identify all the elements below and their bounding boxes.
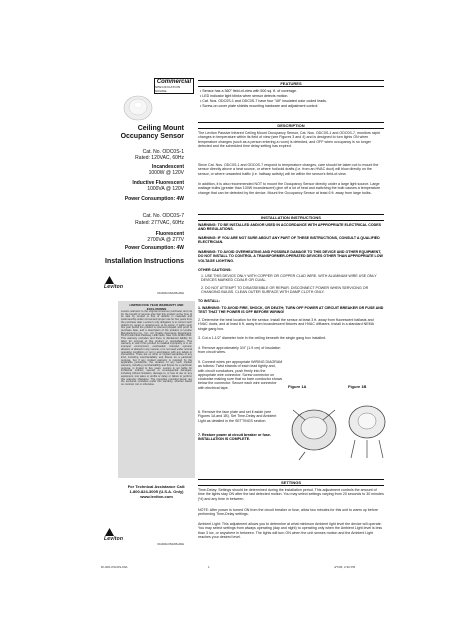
inductive-value: 1000VA @ 120V (147, 186, 184, 192)
leviton-logo-icon (105, 276, 114, 284)
description-paragraph-3: In addition, it is also recommended NOT to mount the Occupancy Sensor directly under a large light source. Large wattage bulbs (greater than 100W incandescent) give off a lot of heat and switching the bulb causes a temperature change that can be detected by the device. Mount the Occupancy Sensor at least 6 ft. away from large bulbs. (198, 182, 381, 195)
feature-text-3: Cat. Nos. ODC0S-1 and ODC0S-7 have four "Ufl" insulated color coded leads. (202, 99, 327, 103)
footer-doc-number: DI-000-OSC0S-00A (101, 565, 128, 569)
step-3: 3. Cut a 1-1/2" diameter hole in the ceiling beneath the single gang box installed. (198, 336, 327, 340)
sensor-product-image (120, 92, 156, 122)
feature-text-2: LED indicator light blinks when sensor detects motion. (202, 94, 289, 98)
other-cautions-title: OTHER CAUTIONS: (198, 268, 232, 272)
description-paragraph-1: The Leviton Passive Infrared Ceiling Mount Occupancy Sensor, Cat. Nos. ODC0S-1 and ODC0S-7, monitors rapid changes in temperature within its field of view (see Figures 3 and 4) and is designed to turn lights ON when temperature changes (such as a person entering a room) is detected, and OFF when occupancy is no longer detected and the scheduled time delay setting has expired. (198, 131, 380, 148)
settings-ambient-light: Ambient Light: This adjustment allows you to determine at what minimum Ambient light level the device will operate. You may select settings from always operating (day and night) to operating only when the Ambient Light level is less than 3 lux, or anywhere in between. The lights will turn ON when the unit senses motion and the Ambient Light reaches your desired level. (198, 522, 383, 539)
settings-time-delay: Time-Delay: Settings should be determined during the installation period. This adjustment controls the amount of time the lights stay ON after the last detected motion. You may select settings varying from 20 seconds to 30 minutes (½) and any time in between. (198, 488, 384, 501)
commercial-logo (154, 78, 194, 94)
tech-website: www.leviton.com (140, 494, 173, 499)
footer-page-number: 1 (208, 565, 210, 569)
figure-1a-sensor-drawing (285, 392, 343, 462)
installation-instructions-title: Installation Instructions (105, 258, 184, 265)
description-header: DESCRIPTION (198, 122, 384, 129)
fluorescent-value: 2700VA @ 277V (147, 237, 184, 243)
warning-1: WARNING: TO BE INSTALLED AND/OR USED IN ACCORDANCE WITH APPROPRIATE ELECTRICAL CODES AND REGULATIONS. (198, 223, 382, 232)
warranty-body: Leviton warrants to the original consumer purchaser and not for the benefit of anyone else that this product at the time of its sale by Leviton is free of defects in materials and workmanship under normal and proper use for five years from the purchase date. Leviton's only obligation is to correct such defects by repair or replacement, at its option, if within such five year period the product is returned prepaid, with proof of purchase date, and a description of the problem to Leviton Manufacturing Co., Inc., Att: Quality Assurance Department, 59-25 Little Neck Parkway, Little Neck, New York 11362-2591. This warranty excludes and there is disclaimed liability for labor for removal of this product or reinstallation. This warranty is void if this product is installed improperly or in an improper environment, overloaded, misused, opened, abused, or altered in any manner, or is not used under normal operating conditions or not in accordance with any labels or instructions. There are no other or implied warranties of any kind, including merchantability and fitness for a particular purpose, but if any implied warranty is required by the applicable jurisdiction, the duration of any such implied warranty, including merchantability and fitness for a particular purpose, is limited to five years. Leviton is not liable for incidental, indirect, special, or consequential damages, including without limitation, damage to, or loss of use of, any equipment, lost sales or profits or delay or failure to perform this warranty obligation. The remedies provided herein are the exclusive remedies under this warranty, whether based on contract, tort or otherwise. (121, 310, 192, 386)
footer-timestamp: 4/7/06, 2:30 PM (334, 565, 356, 569)
tech-line1: For Technical Assistance Call: (127, 484, 186, 489)
cat-number-2: Cat. No. ODC0S-7 (142, 213, 184, 219)
settings-header: SETTINGS (198, 479, 384, 486)
product-title-line1: Ceiling Mount (137, 125, 184, 132)
settings-note: NOTE: After power is turned ON from the circuit breaker or fuse, allow two minutes for this unit to warm up before performing Time-Delay settings. (198, 508, 378, 517)
warning-3: WARNING: TO AVOID OVERHEATING AND POSSIBLE DAMAGE TO THIS DEVICE AND OTHER EQUIPMENT, DO NOT INSTALL TO CONTROL A TRANSFORMER-OPERATED DEVICES OTHER THAN APPROPRIATE LOW VOLTAGE LIGHTING. (198, 250, 383, 263)
install-header: INSTALLATION INSTRUCTIONS (198, 214, 384, 221)
feature-item-2: • LED indicator light blinks when sensor detects motion. (200, 94, 289, 98)
caution-1: 1. USE THIS DEVICE ONLY WITH COPPER OR COPPER CLAD WIRE. WITH ALUMINUM WIRE USE ONLY DEVICES MARKED CO/ALR OR CU/AL. (201, 274, 377, 283)
warranty-box (118, 301, 195, 478)
incandescent-label: Incandescent (152, 164, 184, 170)
step-1: 1. WARNING: TO AVOID FIRE, SHOCK, OR DEATH; TURN OFF POWER AT CIRCUIT BREAKER OR FUSE AND TEST THAT THE POWER IS OFF BEFORE WIRING! (198, 306, 384, 315)
feature-item-4: • Screw-on cover plate shields mounting hardware and adjustment control. (200, 104, 319, 108)
leviton-wordmark-2: Leviton (104, 536, 124, 542)
fluorescent-label: Fluorescent (155, 231, 184, 237)
logo-line2: SPECIFICATION GRADE (155, 85, 181, 93)
description-paragraph-2: Since Cat. Nos. ODC0S-1 and ODC0S-7 respond to temperature changes, care should be taken not to mount the sensor directly above a heat source, or where hot/cold drafts (i.e. from an HVAC duct) will blow directly on the sensor, or where unwanted traffic (i.e. hallway activity) will be within the sensor's field-of-view. (198, 163, 379, 176)
cat-number-1: Cat. No. ODC0S-1 (142, 149, 184, 155)
feature-item-1: • Sensor has a 360° field-of-view with 500 sq. ft. of coverage. (200, 89, 297, 93)
to-install-title: TO INSTALL: (198, 299, 221, 303)
step-4: 4. Remove approximately 3/4" (1.9 cm) of insulation from circuit wires. (198, 346, 281, 355)
warning-2: WARNING: IF YOU ARE NOT SURE ABOUT ANY PART OF THESE INSTRUCTIONS, CONSULT A QUALIFIED ELECTRICIAN. (198, 236, 380, 245)
leviton-logo-icon-2 (105, 528, 114, 536)
features-header: FEATURES (198, 80, 384, 87)
technical-assistance (118, 484, 195, 499)
feature-text-1: Sensor has a 360° field-of-view with 500 sq. ft. of coverage. (202, 89, 297, 93)
step-5: 5. Connect wires per appropriate WIRING DIAGRAM as follows: Twist strands of each lead tightly and, with circuit conductors, push firmly into the appropriate wire connector. Screw connector on clockwise making sure that no bare conductor shows below the connector. Secure each wire connector with electrical tape. (198, 360, 283, 390)
step-6: 6. Remove the face plate and set it aside (see Figures 1A and 1B). Set Time-Delay and Ambient Light as detailed in the SETTINGS section. (198, 410, 277, 423)
logo-line1: Commercial (156, 79, 192, 85)
step-7: 7. Restore power at circuit breaker or fuse. INSTALLATION IS COMPLETE. (198, 433, 271, 442)
feature-item-3: • Cat. Nos. ODC0S-1 and ODC0S-7 have four "Ufl" insulated color coded leads. (200, 99, 327, 103)
step-2: 2. Determine the best location for the sensor. Install the sensor at least 3 ft. away from fluorescent ballasts and HVAC ducts, and at least 6 ft. away from incandescent fixtures and HVAC diffusers. Install in a standard NEMA single gang box. (198, 318, 374, 331)
caution-2: 2. DO NOT ATTEMPT TO DISASSEMBLE OR REPAIR. DISCONNECT POWER WHEN SERVICING OR CHANGING BULBS. CLEAN OUTER SURFACE WITH DAMP CLOTH ONLY. (201, 286, 369, 295)
product-title-line2: Occupancy Sensor (120, 133, 184, 140)
tech-phone: 1-800-824-3005 (U.S.A. Only) (129, 489, 184, 494)
power-consumption-1: Power Consumption: 4W (124, 196, 184, 202)
power-consumption-2: Power Consumption: 4W (124, 245, 184, 251)
incandescent-value: 1000W @ 120V (148, 170, 184, 176)
warranty-title: LIMITED FIVE YEAR WARRANTY AND EXCLUSIONS (129, 303, 184, 311)
rated-2: Rated: 277VAC, 60Hz (135, 220, 184, 226)
figure-1a-label: Figure 1A (288, 384, 307, 389)
rated-1: Rated: 120VAC, 60Hz (135, 155, 184, 161)
doc-number-2: DI-000-OSC0S-00A (157, 542, 184, 546)
figure-1b-label: Figure 1B (348, 384, 367, 389)
feature-text-4: Screw-on cover plate shields mounting hardware and adjustment control. (202, 104, 319, 108)
leviton-wordmark-1: Leviton (104, 284, 124, 290)
inductive-label: Inductive Fluorescent (132, 180, 184, 186)
doc-number-1: DI-000-OSC0S-00A (157, 291, 184, 295)
figure-1b-sensor-drawing (345, 392, 389, 462)
